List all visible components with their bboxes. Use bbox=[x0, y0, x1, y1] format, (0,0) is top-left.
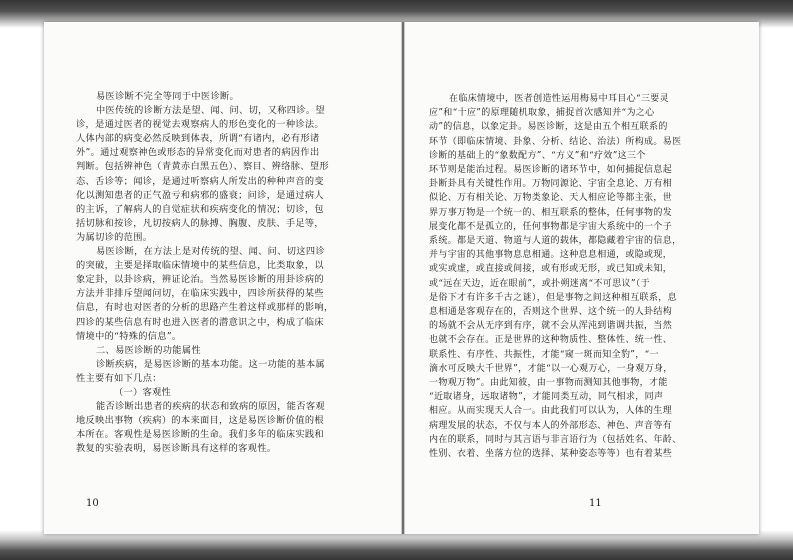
text-line: 能否诊断出患者的疾病的状态和致病的原因，能否客观 bbox=[96, 401, 325, 413]
text-line: 并与宇宙的其他事物息息相通。这种息息相通，或隐或现， bbox=[429, 250, 673, 261]
text-line: 的主诉，了解病人的自觉症状和疾病变化的情况；切诊，包 bbox=[76, 203, 324, 215]
text-line: 诊断的基础上的“象数配方”、“方义”和“疗效”这三个 bbox=[429, 150, 646, 161]
text-line: 为属切诊的范围。 bbox=[76, 231, 153, 243]
text-line: “近取诸身，远取诸物”，才能同类互动，同气相求，同声 bbox=[429, 392, 664, 403]
text-line: 化以测知患者的正气盈亏和病邪的盛衰；问诊，是通过病人 bbox=[76, 189, 324, 201]
text-line: 易医诊断不完全等同于中医诊断。 bbox=[96, 91, 240, 102]
right-page bbox=[429, 92, 734, 461]
text-line: 的突破，主要是择取临床情境中的某些信息，比类取象，以 bbox=[76, 260, 324, 272]
text-line: 外”。通过观察神色或形态的异常变化而对患者的病因作出 bbox=[76, 147, 320, 159]
text-line: 象定卦，以卦诊病，辨证论治。当然易医诊断的用卦诊病的 bbox=[76, 274, 324, 286]
text-line: 环节（即临床情境、卦象、分析、结论、治法）所构成。易医 bbox=[429, 136, 682, 147]
text-line: 性主要有如下几点： bbox=[76, 372, 162, 384]
text-line: 人体内部的病变必然反映到体表，所谓“有诸内，必有形诸 bbox=[76, 133, 320, 145]
text-line: 应”和“十应”的原理随机取象，捕捉首次感知并“为之心 bbox=[429, 108, 655, 119]
text-line: 中医传统的诊断方法是望、闻、问、切，又称四诊。望 bbox=[96, 105, 325, 117]
section-heading: 二、易医诊断的功能属性 bbox=[96, 344, 201, 356]
text-line: 诊，是通过医者的视觉去观察病人的形色变化的一种诊法。 bbox=[76, 119, 324, 131]
text-line: 括切脉和按诊，凡切按病人的脉搏、胸腹、皮肤、手足等， bbox=[76, 217, 324, 229]
text-line: 的场就不会从无序到有序，就不会从浑沌到谐调共振，当然 bbox=[429, 321, 673, 332]
text-line: 或实或虚，或直接或间接，或有形或无形，或已知或未知， bbox=[429, 264, 673, 275]
text-line: 是俗下才有许多千古之谜），但是事物之间这种相互联系，息 bbox=[429, 292, 677, 303]
text-line: 判断。包括辨神色（青黄赤白黑五色）、察目、辨络脉、望形 bbox=[76, 161, 329, 173]
text-line: 或“远在天边，近在眼前”，或扑朔迷离“不可思议”（于 bbox=[429, 278, 651, 289]
text-line: 四诊的某些信息有时也进入医者的潜意识之中，构成了临床 bbox=[76, 316, 324, 328]
text-line: 相应。从而实现天人合一。由此我们可以认为，人体的生理 bbox=[429, 406, 673, 417]
text-line: 内在的联系，同时与其言语与非言语行为（包括姓名、年龄、 bbox=[429, 434, 682, 445]
left-page bbox=[76, 90, 376, 456]
text-line: 环节则是能治过程。易医诊断的诸环节中，如何捕捉信息起 bbox=[429, 165, 673, 176]
book-gutter bbox=[401, 22, 405, 534]
text-line: 情境中的“特殊的信息”。 bbox=[76, 330, 182, 342]
text-line: 一物观万物”。由此知彼，由一事物而测知其他事物，才能 bbox=[429, 378, 668, 389]
text-line: 展变化都不是孤立的，任何事物都是宇宙大系统中的一个子 bbox=[429, 221, 673, 232]
text-line: 态、舌诊等；闻诊，是通过听察病人所发出的种种声音的变 bbox=[76, 175, 324, 187]
text-line: 性别、衣着、坐落方位的选择、某种姿态等等）也有着某些 bbox=[429, 449, 673, 460]
text-line: 联系性、有序性、共振性，才能“窥一斑而知全豹”，“一 bbox=[429, 349, 659, 360]
text-line: 地反映出事物（疾病）的本来面目，这是易医诊断价值的根 bbox=[76, 415, 324, 427]
page-number-right: 11 bbox=[589, 498, 602, 509]
text-line: 界万事万物是一个统一的、相互联系的整体，任何事物的发 bbox=[429, 207, 673, 218]
scan-edge-bottom bbox=[0, 530, 793, 560]
text-line: 卦断卦具有关键性作用。万物同源论、宇宙全息论、万有相 bbox=[429, 179, 673, 190]
text-line: 教复的实验表明，易医诊断具有这样的客观性。 bbox=[76, 443, 277, 455]
text-line: 信息，有时也对医者的分析的思路产生着这样或那样的影响， bbox=[76, 302, 334, 314]
text-line: 似论、万有相关论、万物类象论、天人相应论等都主张，世 bbox=[429, 193, 673, 204]
text-line: 方法并非排斥望闻问切，在临床实践中，四诊所获得的某些 bbox=[76, 288, 324, 300]
text-line: 诊断疾病，是易医诊断的基本功能。这一功能的基本属 bbox=[96, 358, 325, 370]
text-line: 系统。都是天道、物道与人道的载体，都隐藏着宇宙的信息， bbox=[429, 236, 682, 247]
text-line: 本所在。客观性是易医诊断的生命。我们多年的临床实践和 bbox=[76, 429, 324, 441]
book-spread bbox=[44, 22, 759, 534]
text-line: 息相通是客观存在的，否则这个世界、这个统一的人卦结构 bbox=[429, 307, 673, 318]
text-line: 也就不会存在。正是世界的这种物质性、整体性、统一性、 bbox=[429, 335, 673, 346]
text-line: 滴水可反映大千世界”，才能“以一心观万心，一身观万身， bbox=[429, 363, 673, 374]
subsection-heading: （一）客观性 bbox=[114, 386, 172, 398]
text-line: 易医诊断，在方法上是对传统的望、闻、问、切这四诊 bbox=[96, 246, 325, 258]
page-number-left: 10 bbox=[86, 498, 99, 509]
text-line: 动”的信息，以象定卦。易医诊断，这是由五个相互联系的 bbox=[429, 122, 668, 133]
text-line: 在临床情境中，医者创造性运用梅易中耳目心“三要灵 bbox=[449, 94, 670, 104]
text-line: 病理发展的状态，不仅与本人的外部形态、神色、声音等有 bbox=[429, 420, 673, 431]
